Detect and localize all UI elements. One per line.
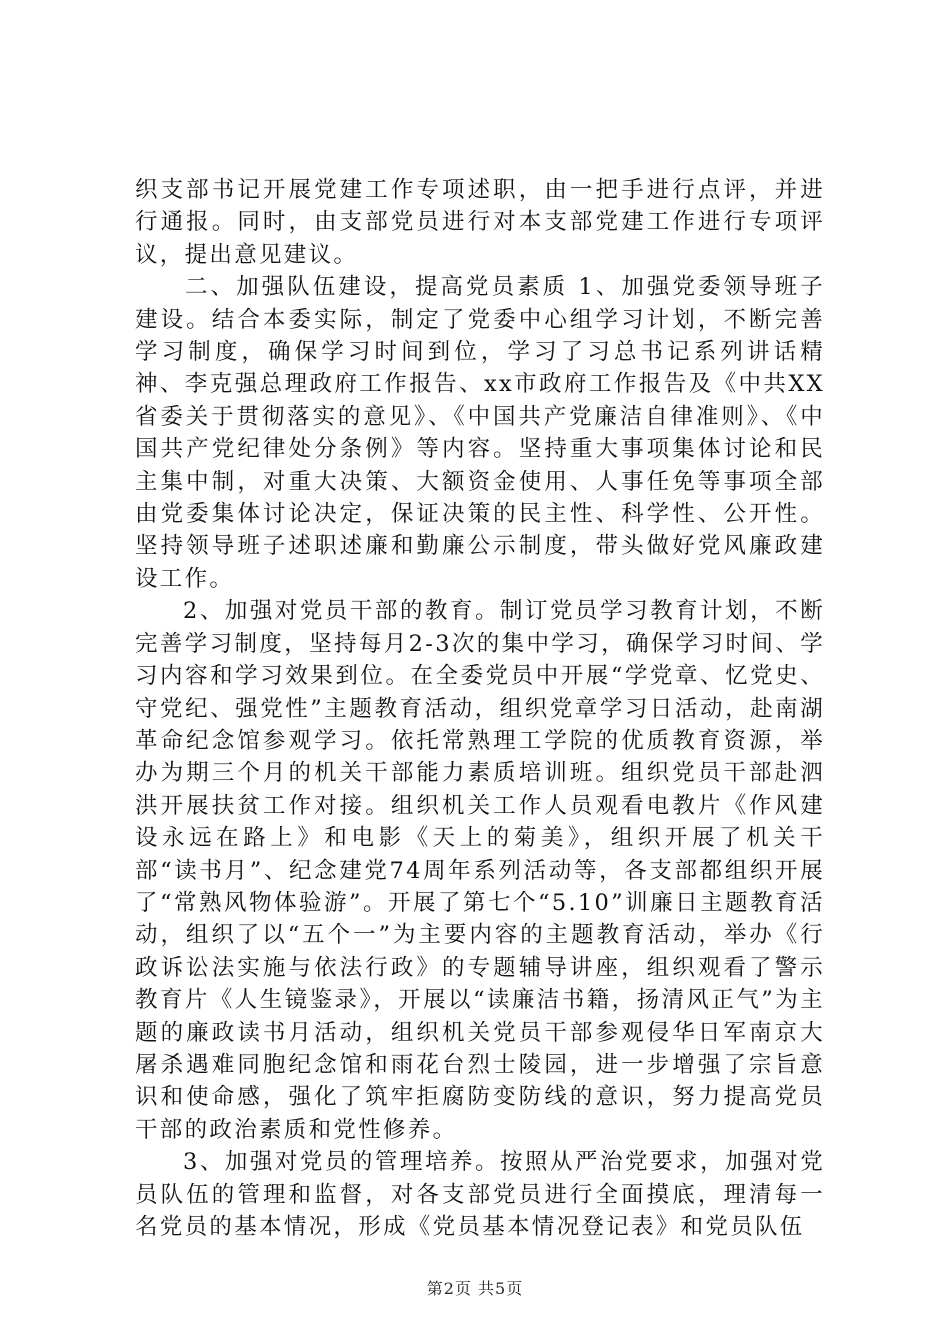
page-number-footer: 第2页 共5页 [426, 1279, 524, 1298]
paragraph-section-two: 二、加强队伍建设，提高党员素质 1、加强党委领导班子建设。结合本委实际，制定了党委中心组学习计划，不断完善学习制度，确保学习时间到位，学习了习总书记系列讲话精神、李克强总理政府工作报告、xx市政府工作报告及《中共XX省委关于贯彻落实的意见》、《中国共产党廉洁自律准则》、《中国共产党纪律处分条例》等内容。坚持重大事项集体讨论和民主集中制，对重大决策、大额资金使用、人事任免等事项全部由党委集体讨论决定，保证决策的民主性、科学性、公开性。坚持领导班子述职述廉和勤廉公示制度，带头做好党风廉政建设工作。 [135, 274, 825, 592]
paragraph-item-three: 3、加强对党员的管理培养。按照从严治党要求，加强对党员队伍的管理和监督，对各支部党员进行全面摸底，理清每一名党员的基本情况，形成《党员基本情况登记表》和党员队伍 [135, 1149, 825, 1240]
document-body [135, 174, 825, 1243]
paragraph-item-two: 2、加强对党员干部的教育。制订党员学习教育计划，不断完善学习制度，坚持每月2-3次的集中学习，确保学习时间、学习内容和学习效果到位。在全委党员中开展“学党章、忆党史、守党纪、强党性”主题教育活动，组织党章学习日活动，赴南湖革命纪念馆参观学习。依托常熟理工学院的优质教育资源，举办为期三个月的机关干部能力素质培训班。组织党员干部赴泗洪开展扶贫工作对接。组织机关工作人员观看电教片《作风建设永远在路上》和电影《天上的菊美》，组织开展了机关干部“读书月”、纪念建党74周年系列活动等，各支部都组织开展了“常熟风物体验游”。开展了第七个“5.10”训廉日主题教育活动，组织了以“五个一”为主要内容的主题教育活动，举办《行政诉讼法实施与依法行政》的专题辅导讲座，组织观看了警示教育片《人生镜鉴录》，开展以“读廉洁书籍，扬清风正气”为主题的廉政读书月活动，组织机关党员干部参观侵华日军南京大屠杀遇难同胞纪念馆和雨花台烈士陵园，进一步增强了宗旨意识和使命感，强化了筑牢拒腐防变防线的意识，努力提高党员干部的政治素质和党性修养。 [135, 598, 825, 1143]
paragraph-continuation: 织支部书记开展党建工作专项述职，由一把手进行点评，并进行通报。同时，由支部党员进行对本支部党建工作进行专项评议，提出意见建议。 [135, 177, 825, 268]
